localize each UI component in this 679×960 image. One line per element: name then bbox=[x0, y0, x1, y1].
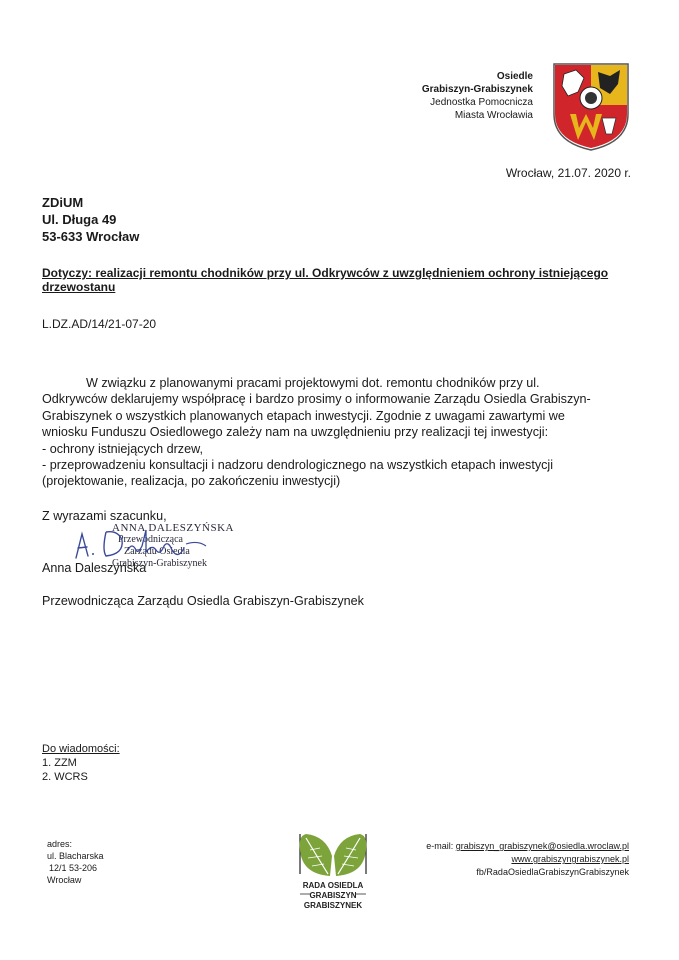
body-line: W związku z planowanymi pracami projektowymi dot. remontu chodników przy ul. bbox=[86, 376, 540, 390]
recipient-address bbox=[42, 194, 139, 245]
distribution-list bbox=[42, 742, 120, 784]
body-bullet: - przeprowadzeniu konsultacji i nadzoru dendrologicznego na wszystkich etapach inwestycji bbox=[42, 458, 554, 473]
stamp-title: Przewodnicząca bbox=[118, 534, 183, 545]
letter-body bbox=[42, 375, 642, 490]
email-label: e-mail: bbox=[426, 841, 456, 851]
facebook-link[interactable]: fb/RadaOsiedlaGrabiszynGrabiszynek bbox=[476, 867, 629, 877]
body-line: (projektowanie, realizacja, po zakończeniu inwestycji) bbox=[42, 474, 341, 489]
wroclaw-coat-of-arms-icon bbox=[552, 62, 630, 152]
address-street: ul. Blacharska bbox=[47, 851, 104, 861]
closing-phrase: Z wyrazami szacunku, bbox=[42, 509, 167, 523]
website-link[interactable]: www.grabiszyngrabiszynek.pl bbox=[511, 854, 629, 864]
distribution-item: 1. ZZM bbox=[42, 757, 77, 769]
body-line: wniosku Funduszu Osiedlowego zależy nam na uwzględnieniu przy realizacji tej inwestycji: bbox=[42, 425, 549, 440]
org-name-line1: Osiedle bbox=[496, 71, 533, 82]
stamp-district: Grabiszyn-Grabiszynek bbox=[112, 558, 207, 569]
address-city: Wrocław bbox=[47, 875, 82, 885]
org-unit-line: Jednostka Pomocnicza bbox=[430, 97, 533, 108]
reference-number: L.DZ.AD/14/21-07-20 bbox=[42, 317, 157, 331]
email-line bbox=[426, 840, 629, 853]
org-name-line2: Grabiszyn-Grabiszynek bbox=[421, 84, 533, 95]
logo-text-line: GRABISZYNEK bbox=[303, 901, 363, 910]
signer-position: Przewodnicząca Zarządu Osiedla Grabiszyn-Grabiszynek bbox=[42, 594, 364, 608]
logo-text-line: GRABISZYN bbox=[309, 891, 357, 900]
logo-text-line: RADA OSIEDLA bbox=[302, 881, 364, 890]
council-leaf-logo bbox=[292, 830, 374, 916]
stamp-board: Zarządu Osiedla bbox=[124, 546, 190, 557]
letterhead-organization bbox=[422, 70, 533, 122]
recipient-name: ZDiUM bbox=[42, 195, 84, 210]
footer-address bbox=[47, 838, 104, 886]
stamp-name: ANNA DALESZYŃSKA bbox=[112, 522, 234, 534]
recipient-street: Ul. Długa 49 bbox=[42, 212, 117, 227]
address-label: adres: bbox=[47, 839, 73, 849]
address-number: 12/1 53-206 bbox=[49, 863, 98, 873]
body-line: Grabiszynek o wszystkich planowanych etapach inwestycji. Zgodnie z uwagami zawartymi we bbox=[42, 408, 565, 423]
handwritten-signature bbox=[66, 520, 216, 566]
org-city-line: Miasta Wrocławia bbox=[454, 110, 533, 121]
body-line: Odkrywców deklarujemy współpracę i bardzo prosimy o informowanie Zarządu Osiedla Grabiszyn- bbox=[42, 392, 591, 407]
distribution-item: 2. WCRS bbox=[42, 771, 88, 783]
letter-date: Wrocław, 21.07. 2020 r. bbox=[505, 166, 631, 180]
email-link[interactable]: grabiszyn_grabiszynek@osiedla.wroclaw.pl bbox=[455, 841, 629, 851]
body-bullet: - ochrony istniejących drzew, bbox=[42, 441, 203, 456]
distribution-heading: Do wiadomości: bbox=[42, 743, 120, 755]
letter-subject: Dotyczy: realizacji remontu chodników przy ul. Odkrywców z uwzględnieniem ochrony istniejącego drzewostanu bbox=[42, 266, 609, 294]
footer-contact bbox=[426, 840, 629, 879]
recipient-city: 53-633 Wrocław bbox=[42, 229, 140, 244]
signer-name: Anna Daleszyńska bbox=[42, 561, 147, 575]
